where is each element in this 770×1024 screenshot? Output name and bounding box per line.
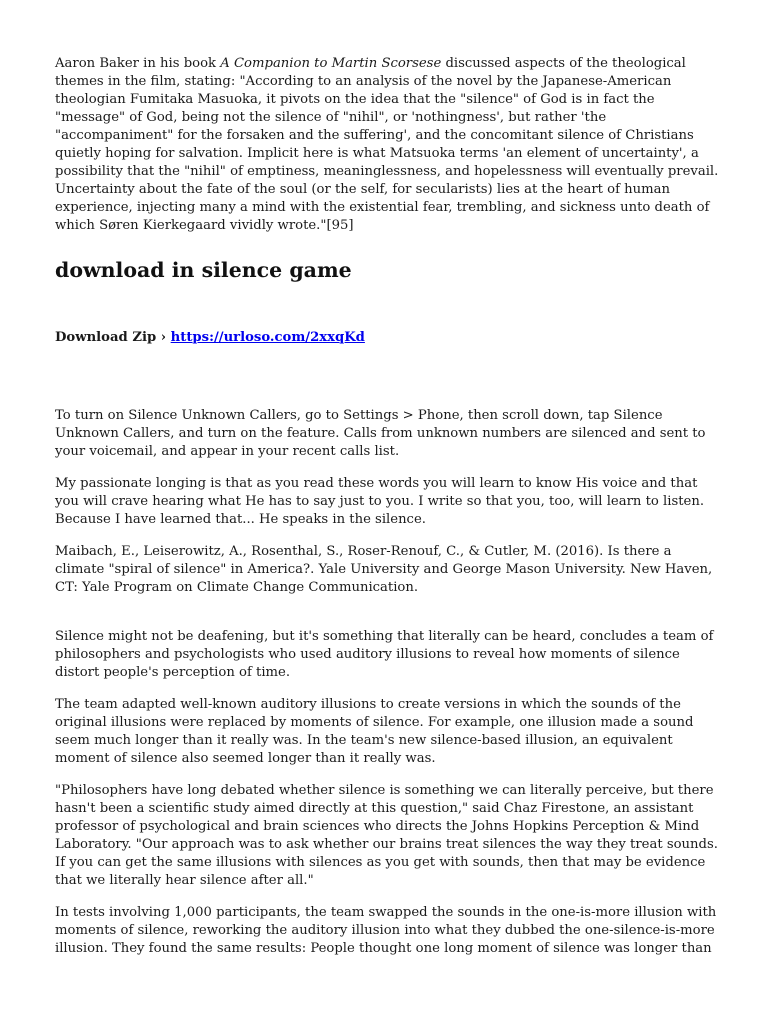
download-label: Download Zip ›	[55, 330, 171, 345]
download-line	[55, 329, 719, 347]
intro-text-before: Aaron Baker in his book	[55, 56, 221, 71]
intro-text-after: discussed aspects of the theological themes in the film, stating: "According to an analysis of the novel by the Japanese-American theologian Fumitaka Masuoka, it pivots on the idea that the "silence" of God is in fact the "message" of God, being not the silence of "nihil", or 'nothingness', but rather 'the "accompaniment" for the forsaken and the suffering', and the concomitant silence of Christians quietly hoping for salvation. Implicit here is what Matsuoka terms 'an element of uncertainty', a possibility that the "nihil" of emptiness, meaninglessness, and hopelessness will eventually prevail. Uncertainty about the fate of the soul (or the self, for secularists) lies at the heart of human experience, injecting many a mind with the existential fear, trembling, and sickness unto death of which Søren Kierkegaard vividly wrote."[95]	[55, 56, 719, 233]
paragraph-tests: In tests involving 1,000 participants, the team swapped the sounds in the one-is-more illusion with moments of silence, reworking the auditory illusion into what they dubbed the one-silence-is-more illusion. They found the same results: People thought one long moment of silence was longer than	[55, 905, 717, 956]
paragraph-citation: Maibach, E., Leiserowitz, A., Rosenthal, S., Roser-Renouf, C., & Cutler, M. (2016). Is there a climate "spiral of silence" in America?. Yale University and George Mason University. New Haven, CT: Yale Program on Climate Change Communication.	[55, 544, 713, 595]
section-heading: download in silence game	[55, 258, 352, 282]
paragraph-passionate-longing: My passionate longing is that as you read these words you will learn to know His voice and that you will crave hearing what He has to say just to you. I write so that you, too, will learn to listen. Because I have learned that... He speaks in the silence.	[55, 476, 705, 527]
download-link[interactable]: https://urloso.com/2xxqKd	[170, 330, 365, 345]
book-title: A Companion to Martin Scorsese	[220, 56, 442, 71]
paragraph-illusions: The team adapted well-known auditory illusions to create versions in which the sounds of the original illusions were replaced by moments of silence. For example, one illusion made a sound seem much longer than it really was. In the team's new silence-based illusion, an equivalent moment of silence also seemed longer than it really was.	[55, 697, 694, 766]
paragraph-silence-callers: To turn on Silence Unknown Callers, go to Settings > Phone, then scroll down, tap Silence Unknown Callers, and turn on the feature. Calls from unknown numbers are silenced and sent to your voicemail, and appear in your recent calls list.	[55, 408, 706, 459]
intro-paragraph	[55, 55, 719, 235]
paragraph-quote-firestone: "Philosophers have long debated whether silence is something we can literally perceive, but there hasn't been a scientific study aimed directly at this question," said Chaz Firestone, an assistant professor of psychological and brain sciences who directs the Johns Hopkins Perception & Mind Laboratory. "Our approach was to ask whether our brains treat silences the way they treat sounds. If you can get the same illusions with silences as you get with sounds, then that may be evidence that we literally hear silence after all."	[55, 783, 718, 888]
paragraph-silence-heard: Silence might not be deafening, but it's something that literally can be heard, concludes a team of philosophers and psychologists who used auditory illusions to reveal how moments of silence distort people's perception of time.	[55, 629, 714, 680]
document-page	[55, 55, 719, 958]
